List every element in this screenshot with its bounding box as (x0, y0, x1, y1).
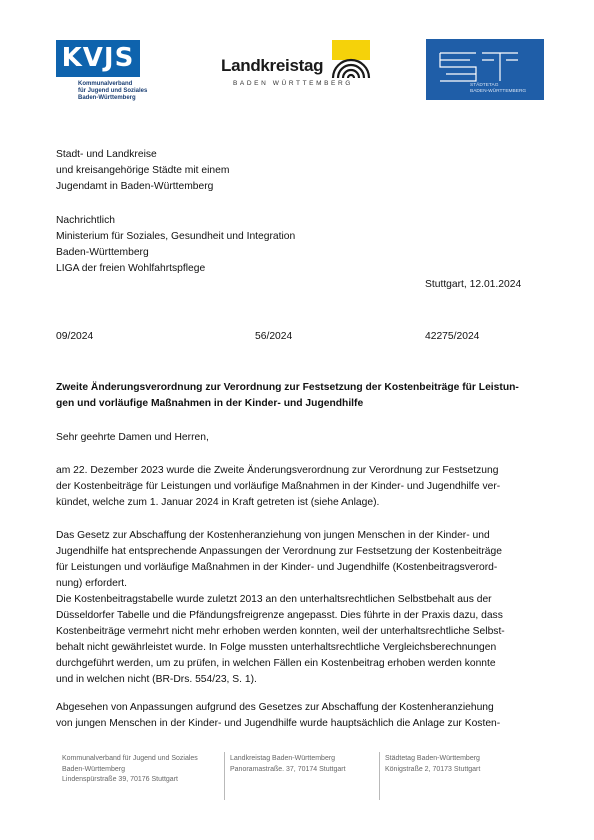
reference-kvjs: 09/2024 (56, 331, 94, 342)
reference-landkreistag: 56/2024 (255, 331, 293, 342)
cc-line: Baden-Württemberg (56, 247, 149, 258)
staedtetag-line: BADEN-WÜRTTEMBERG (470, 89, 527, 94)
recipient-line: Jugendamt in Baden-Württemberg (56, 181, 214, 192)
paragraph-line: der Kostenbeiträge für Leistungen und vorläufige Maßnahmen in der Kinder- und Jugendhilfe ver- (56, 481, 501, 492)
paragraph-line: Düsseldorfer Tabelle und die Pfändungsfreigrenze angepasst. Dies führte in der Praxis dazu, dass (56, 610, 503, 621)
paragraph-line: am 22. Dezember 2023 wurde die Zweite Änderungsverordnung zur Verordnung zur Festsetzung (56, 465, 499, 476)
footer-line: Baden-Württemberg (62, 765, 126, 773)
landkreistag-logo (221, 38, 381, 98)
staedtetag-logo (426, 39, 544, 100)
staedtetag-logo-text (470, 83, 526, 95)
paragraph-line: Jugendhilfe hat entsprechende Anpassungen der Verordnung zur Festsetzung der Kostenbeiträge (56, 546, 502, 557)
paragraph-line: und in welchen nicht (BR-Drs. 554/23, S. 1). (56, 674, 257, 685)
cc-block (56, 213, 295, 277)
landkreistag-name: Landkreistag (221, 56, 324, 75)
footer-line: Panoramastraße. 37, 70174 Stuttgart (230, 765, 346, 773)
kvjs-line: Kommunalverband (78, 81, 133, 87)
footer-line: Kommunalverband für Jugend und Soziales (62, 755, 198, 762)
kvjs-line: Baden-Württemberg (78, 95, 136, 101)
paragraph-line: kündet, welche zum 1. Januar 2024 in Kraft getreten ist (siehe Anlage). (56, 497, 380, 508)
paragraph-line: Die Kostenbeitragstabelle wurde zuletzt 2013 an den unterhaltsrechtlichen Selbstbehalt aus der (56, 594, 492, 605)
paragraph-line: Kostenbeiträge vermehrt nicht mehr erhoben werden konnten, weil der unterhaltsrechtliche Selbst- (56, 626, 505, 637)
paragraph-line: nung) erfordert. (56, 578, 127, 589)
cc-line: Ministerium für Soziales, Gesundheit und Integration (56, 231, 296, 242)
footer-line: Lindenspürstraße 39, 70176 Stuttgart (62, 776, 178, 783)
paragraph-line: durchgeführt werden, um zu prüfen, in welchen Fällen ein Kostenbeitrag erhoben werden konnte (56, 658, 496, 669)
recipient-address (56, 147, 229, 195)
paragraph-line: behalt nicht gewährleistet wurde. In Folge mussten unterhaltsrechtliche Vergleichsberechnungen (56, 642, 497, 653)
landkreistag-subtitle: BADEN WÜRTTEMBERG (233, 80, 353, 87)
recipient-line: Stadt- und Landkreise (56, 149, 157, 160)
arches-icon (329, 54, 373, 78)
paragraph-3 (56, 700, 500, 732)
paragraph-line: für Leistungen und vorläufige Maßnahmen in der Kinder- und Jugendhilfe (Kostenbeitragsverord- (56, 562, 498, 573)
salutation: Sehr geehrte Damen und Herren, (56, 432, 209, 443)
footer-line: Landkreistag Baden-Württemberg (230, 755, 336, 762)
footer-divider (224, 752, 225, 800)
reference-staedtetag: 42275/2024 (425, 331, 480, 342)
kvjs-logo (56, 40, 156, 104)
letter-date: Stuttgart, 12.01.2024 (425, 279, 522, 290)
paragraph-line: Abgesehen von Anpassungen aufgrund des Gesetzes zur Abschaffung der Kostenheranziehung (56, 702, 494, 713)
paragraph-1 (56, 463, 500, 511)
paragraph-2 (56, 528, 505, 688)
recipient-line: und kreisangehörige Städte mit einem (56, 165, 230, 176)
letter-subject (56, 380, 519, 412)
footer-kvjs-address (62, 754, 198, 786)
cc-line: Nachrichtlich (56, 215, 115, 226)
subject-line: gen und vorläufige Maßnahmen in der Kinder- und Jugendhilfe (56, 398, 364, 409)
cc-line: LIGA der freien Wohlfahrtspflege (56, 263, 206, 274)
footer-staedtetag-address (385, 754, 480, 775)
staedtetag-line: STÄDTETAG (470, 83, 499, 88)
footer-landkreistag-address (230, 754, 346, 775)
footer-divider (379, 752, 380, 800)
footer-line: Städtetag Baden-Württemberg (385, 755, 480, 762)
subject-line: Zweite Änderungsverordnung zur Verordnung zur Festsetzung der Kostenbeiträge für Leistun- (56, 382, 519, 393)
paragraph-line: Das Gesetz zur Abschaffung der Kostenheranziehung von jungen Menschen in der Kinder- und (56, 530, 490, 541)
footer-line: Königstraße 2, 70173 Stuttgart (385, 765, 481, 773)
paragraph-line: von jungen Menschen in der Kinder- und Jugendhilfe wurde hauptsächlich die Anlage zur Kosten- (56, 718, 501, 729)
kvjs-wordmark: KVJS (56, 40, 140, 77)
kvjs-line: für Jugend und Soziales (78, 88, 148, 94)
kvjs-logo-text (78, 81, 147, 102)
